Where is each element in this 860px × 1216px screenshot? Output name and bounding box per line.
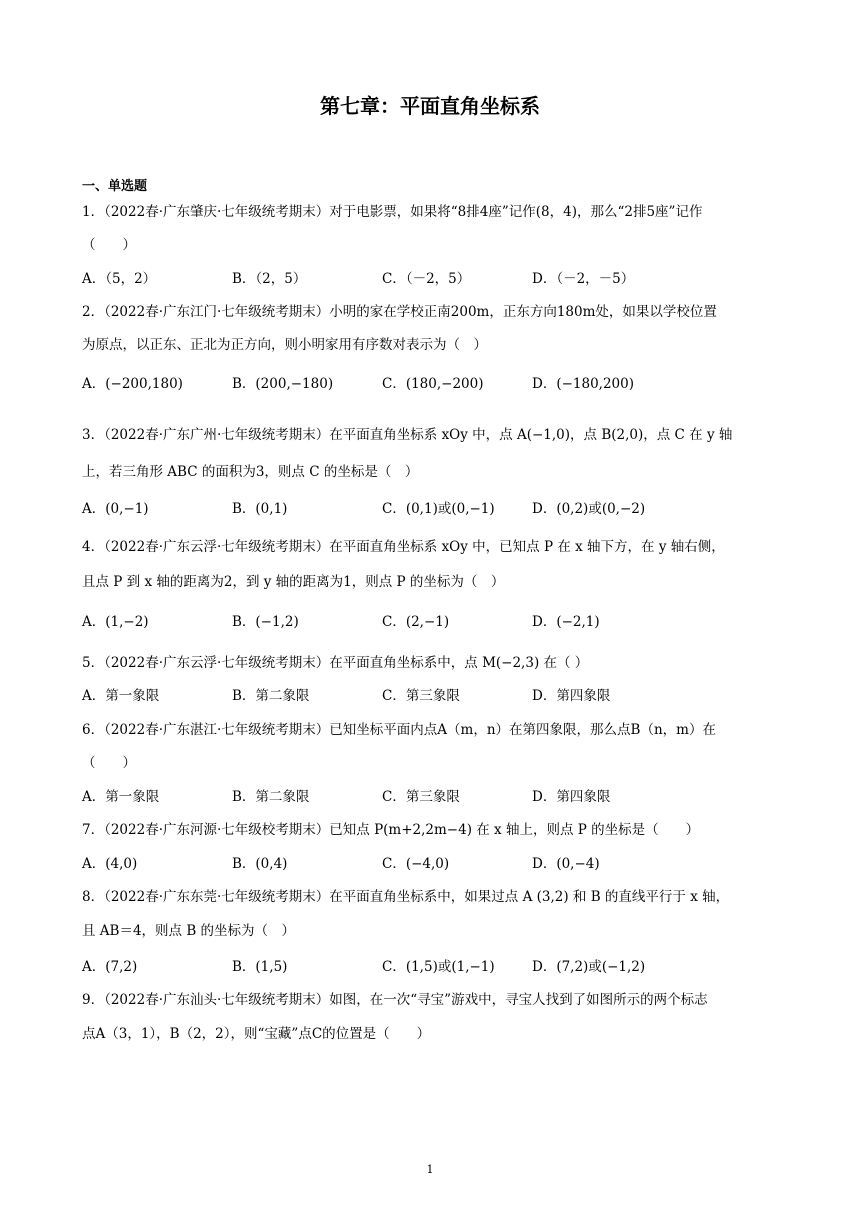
question-1-line-2: （ ） xyxy=(82,237,136,253)
option-c: C．第三象限 xyxy=(382,688,460,704)
option-c: C．(1,5)或(1,−1) xyxy=(382,959,495,975)
option-d: D．(7,2)或(−1,2) xyxy=(532,959,646,975)
question-4-options xyxy=(82,611,782,633)
question-7-options xyxy=(82,853,782,875)
question-5-line-1: 5．（2022春·广东云浮·七年级统考期末）在平面直角坐标系中，点 M(−2,3) 在（ ） xyxy=(82,655,589,671)
question-2-line-1: 2．（2022春·广东江门·七年级统考期末）小明的家在学校正南200m，正东方向180m处，如果以学校位置 xyxy=(82,304,717,320)
question-9-line-1: 9．（2022春·广东汕头·七年级统考期末）如图，在一次“寻宝”游戏中，寻宝人找到了如图所示的两个标志 xyxy=(82,992,708,1008)
question-1-options xyxy=(82,268,782,290)
page-title: 第七章：平面直角坐标系 xyxy=(320,94,540,118)
option-c: C．(−4,0) xyxy=(382,856,450,872)
question-2-options xyxy=(82,373,782,395)
question-6-line-2: （ ） xyxy=(82,755,136,771)
option-d: D．(0,−4) xyxy=(532,856,600,872)
question-3-options xyxy=(82,498,782,520)
option-c: C．(0,1)或(0,−1) xyxy=(382,501,495,517)
option-b: B．(1,5) xyxy=(232,959,288,975)
option-a: A．(−200,180) xyxy=(82,376,183,392)
option-a: A．(4,0) xyxy=(82,856,138,872)
option-b: B．(−1,2) xyxy=(232,614,299,630)
section-heading: 一、单选题 xyxy=(82,179,148,194)
question-3-line-2: 上，若三角形 ABC 的面积为3，则点 C 的坐标是（ ） xyxy=(82,464,419,480)
question-6-line-1: 6．（2022春·广东湛江·七年级统考期末）已知坐标平面内点A（m，n）在第四象限，那么点B（n，m）在 xyxy=(82,722,716,738)
option-a: A．第一象限 xyxy=(82,789,160,805)
question-8-options xyxy=(82,956,782,978)
option-b: B．第二象限 xyxy=(232,789,310,805)
page-number: 1 xyxy=(426,1163,434,1176)
option-c: C．(180,−200) xyxy=(382,376,484,392)
option-a: A．(7,2) xyxy=(82,959,138,975)
question-1-line-1: 1．（2022春·广东肇庆·七年级统考期末）对于电影票，如果将“8排4座”记作(8，4)，那么“2排5座”记作 xyxy=(82,204,703,220)
option-b: B．(0,1) xyxy=(232,501,288,517)
option-b: B．(200,−180) xyxy=(232,376,334,392)
question-8-line-1: 8．（2022春·广东东莞·七年级统考期末）在平面直角坐标系中，如果过点 A (3,2) 和 B 的直线平行于 x 轴， xyxy=(82,889,730,905)
option-a: A．(0,−1) xyxy=(82,501,149,517)
question-4-line-2: 且点 P 到 x 轴的距离为2，到 y 轴的距离为1，则点 P 的坐标为（ ） xyxy=(82,574,505,590)
question-4-line-1: 4．（2022春·广东云浮·七年级统考期末）在平面直角坐标系 xOy 中，已知点 P 在 x 轴下方，在 y 轴右侧， xyxy=(82,539,725,555)
option-c: C．(2,−1) xyxy=(382,614,450,630)
option-b: B．第二象限 xyxy=(232,688,310,704)
question-8-line-2: 且 AB＝4，则点 B 的坐标为（ ） xyxy=(82,923,296,939)
option-c: C．第三象限 xyxy=(382,789,460,805)
option-d: D．(0,2)或(0,−2) xyxy=(532,501,646,517)
option-a: A．（5，2） xyxy=(82,271,157,287)
question-2-line-2: 为原点，以正东、正北为正方向，则小明家用有序数对表示为（ ） xyxy=(82,337,487,353)
option-d: D．(−2,1) xyxy=(532,614,600,630)
question-5-options xyxy=(82,685,782,707)
option-c: C．（－2，5） xyxy=(382,271,471,287)
option-d: D．第四象限 xyxy=(532,789,611,805)
option-d: D．(−180,200) xyxy=(532,376,634,392)
option-b: B．（2，5） xyxy=(232,271,307,287)
question-9-line-2: 点A（3，1），B（2，2），则“宝藏”点C的位置是（ ） xyxy=(82,1026,431,1042)
option-d: D．（－2，－5） xyxy=(532,271,635,287)
question-6-options xyxy=(82,786,782,808)
option-d: D．第四象限 xyxy=(532,688,611,704)
option-b: B．(0,4) xyxy=(232,856,288,872)
question-7-line-1: 7．（2022春·广东河源·七年级校考期末）已知点 P(m+2,2m−4) 在 x 轴上，则点 P 的坐标是（ ） xyxy=(82,822,700,838)
option-a: A．第一象限 xyxy=(82,688,160,704)
question-3-line-1: 3．（2022春·广东广州·七年级统考期末）在平面直角坐标系 xOy 中，点 A(−1,0)，点 B(2,0)，点 C 在 y 轴 xyxy=(82,427,733,443)
option-a: A．(1,−2) xyxy=(82,614,149,630)
